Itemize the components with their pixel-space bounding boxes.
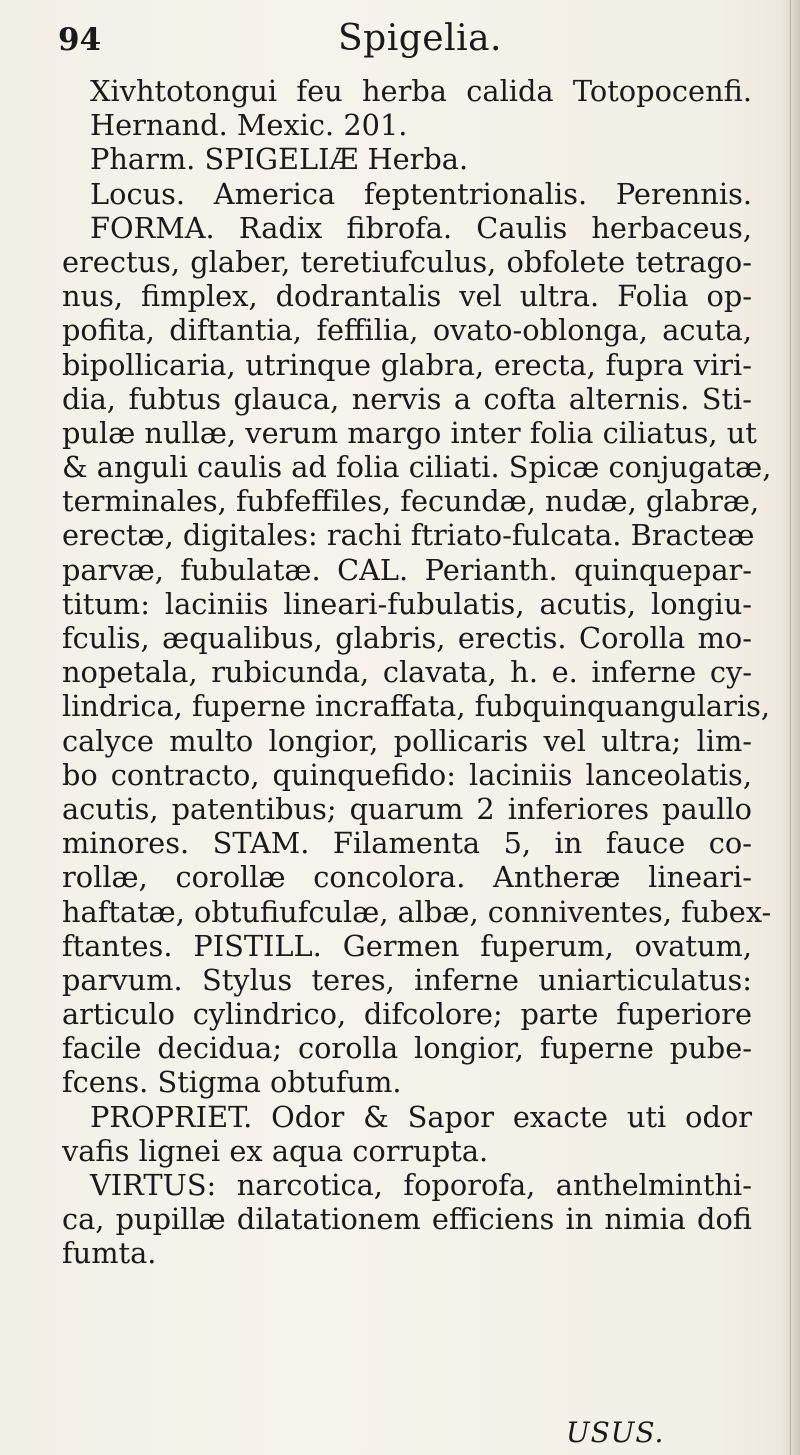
text-line: erectæ, digitales: rachi ftriato-fulcata. Bracteæ: [62, 518, 755, 553]
text-line: articulo cylindrico, difcolore; parte fuperiore: [62, 997, 752, 1032]
text-line: Xivhtotongui feu herba calida Totopocenfi.: [90, 74, 752, 108]
text-line: Pharm. SPIGELIÆ Herba.: [90, 142, 469, 177]
catchword: USUS.: [566, 1416, 665, 1449]
text-line: nus, fimplex, dodrantalis vel ultra. Folia op-: [62, 279, 752, 314]
text-line: nopetala, rubicunda, clavata, h. e. inferne cy-: [62, 655, 752, 690]
text-line: fculis, æqualibus, glabris, erectis. Corolla mo-: [62, 621, 752, 655]
text-line: PROPRIET. Odor & Sapor exacte uti odor: [90, 1099, 752, 1134]
text-line: haftatæ, obtufiufculæ, albæ, conniventes, fubex-: [62, 894, 772, 929]
text-line: terminales, fubfeffiles, fecundæ, nudæ, glabræ,: [62, 484, 760, 519]
text-line: rollæ, corollæ concolora. Antheræ lineari-: [62, 860, 752, 895]
text-line: calyce multo longior, pollicaris vel ultra; lim-: [62, 723, 752, 758]
text-line: lindrica, fuperne incraffata, fubquinquangularis,: [62, 689, 770, 724]
text-line: fcens. Stigma obtufum.: [62, 1065, 402, 1100]
text-line: Locus. America feptentrionalis. Perennis.: [90, 176, 752, 211]
text-line: bipollicaria, utrinque glabra, erecta, fupra viri-: [62, 347, 752, 382]
text-line: parvum. Stylus teres, inferne uniarticulatus:: [62, 962, 752, 997]
text-line: & anguli caulis ad folia ciliati. Spicæ conjugatæ,: [62, 450, 772, 485]
text-line: parvæ, fubulatæ. CAL. Perianth. quinquepar-: [62, 552, 752, 587]
text-line: minores. STAM. Filamenta 5, in fauce co-: [62, 826, 752, 861]
text-line: pofita, diftantia, feffilia, ovato-oblonga, acuta,: [62, 313, 752, 348]
running-head: Spigelia.: [338, 18, 503, 59]
text-line: titum: laciniis lineari-fubulatis, acutis, longiu-: [62, 586, 752, 621]
text-line: acutis, patentibus; quarum 2 inferiores paullo: [62, 791, 752, 826]
text-line: pulæ nullæ, verum margo inter folia ciliatus, ut: [62, 415, 757, 450]
body-text: [62, 74, 772, 1271]
text-line: VIRTUS: narcotica, foporofa, anthelminthi-: [90, 1168, 752, 1202]
text-line: FORMA. Radix fibrofa. Caulis herbaceus,: [90, 210, 752, 245]
text-line: ftantes. PISTILL. Germen fuperum, ovatum,: [62, 928, 752, 963]
text-line: fumta.: [62, 1236, 157, 1271]
page-header: [58, 18, 758, 68]
page-number: 94: [58, 22, 102, 58]
text-line: Hernand. Mexic. 201.: [90, 108, 408, 143]
text-line: erectus, glaber, teretiufculus, obfolete tetrago-: [62, 244, 752, 279]
page-edge-line: [790, 0, 791, 1455]
text-line: bo contracto, quinquefido: laciniis lanceolatis,: [62, 757, 752, 792]
text-line: dia, fubtus glauca, nervis a cofta alternis. Sti-: [62, 381, 752, 416]
text-line: vafis lignei ex aqua corrupta.: [62, 1133, 489, 1168]
text-line: ca, pupillæ dilatationem efficiens in nimia dofi: [62, 1202, 752, 1237]
text-line: facile decidua; corolla longior, fuperne pube-: [62, 1031, 752, 1066]
